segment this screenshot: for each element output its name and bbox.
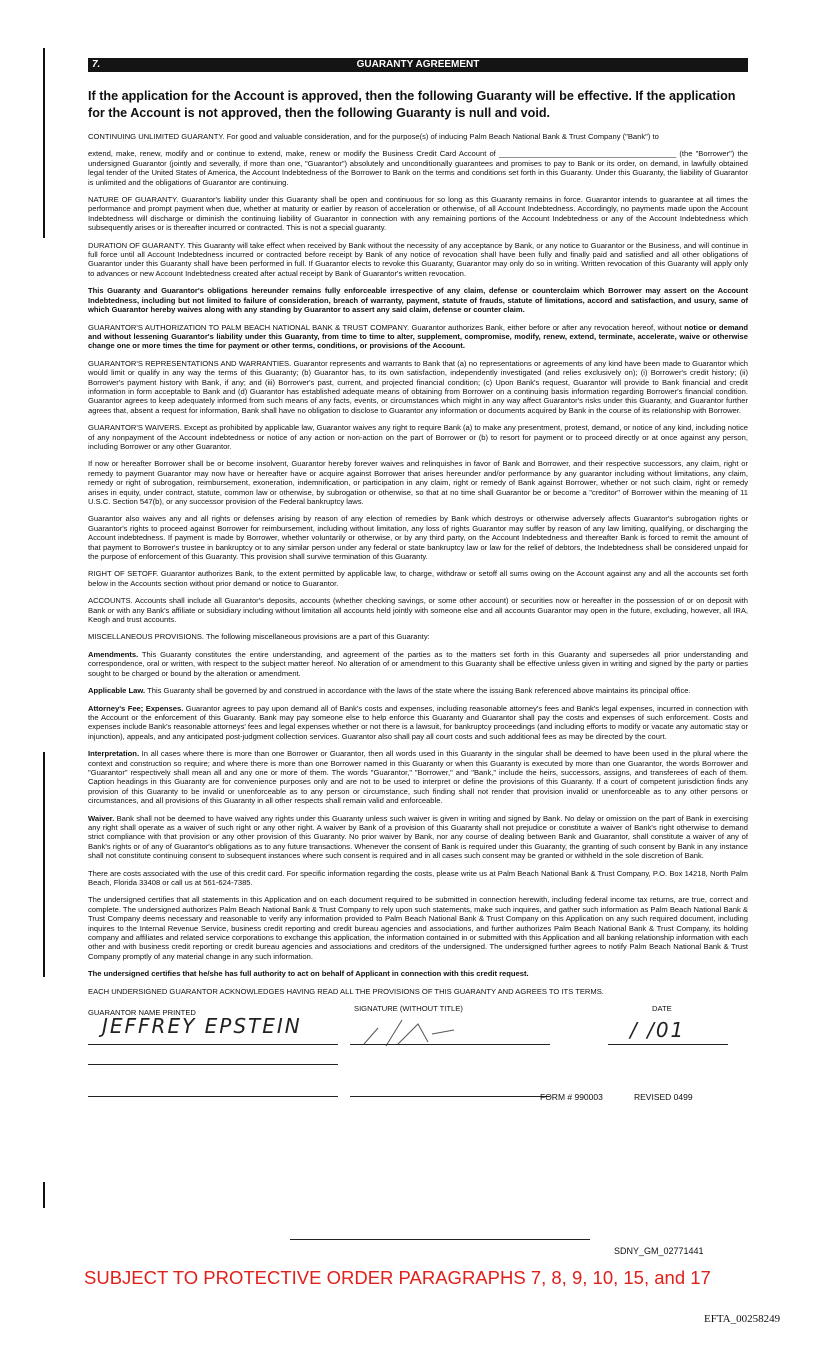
guaranty-document	[88, 58, 748, 1134]
para-subrogation: Guarantor also waives any and all rights or defenses arising by reason of any election of remedies by Bank which destroys or otherwise adversely affects Guarantor's subrogation rights or Guarantor's rights to proceed against Borrower for reimbursement, including without limitation, any loss of rights Guarantor may suffer by reason of any law limiting, qualifying, or discharging the Account indebtedness. If payment is made by Borrower, whether voluntarily or otherwise, or by any third party, on the Account Indebtedness and thereafter Bank is forced to remit the amount of that payment to Borrower's trustee in bankruptcy or to any similar person under any federal or state bankruptcy law or law for the relief of debtors, the Indebtedness shall be considered unpaid for the purpose of enforcement of this Guaranty. This provision shall survive termination of this Guaranty.	[88, 514, 748, 562]
para-fees	[88, 704, 748, 742]
amend-heading: Amendments.	[88, 649, 139, 659]
waiver-heading: Waiver.	[88, 813, 115, 823]
name-printed-label: GUARANTOR NAME PRINTED	[88, 1008, 196, 1018]
date-handwritten: / /01	[630, 1018, 686, 1043]
fee-heading: Attorney's Fee; Expenses.	[88, 703, 184, 713]
bottom-rule	[290, 1239, 590, 1240]
left-margin-bar-lower	[43, 752, 45, 977]
para-acknowledgement: EACH UNDERSIGNED GUARANTOR ACKNOWLEDGES HAVING READ ALL THE PROVISIONS OF THIS GUARANTY AND AGREES TO ITS TERMS.	[88, 986, 604, 996]
left-margin-bar-bottom	[43, 1182, 45, 1208]
form-number: FORM # 990003	[540, 1092, 603, 1103]
left-margin-bar	[43, 48, 45, 238]
law-text: This Guaranty shall be governed by and construed in accordance with the laws of the state where the issuing Bank referenced above maintains its principal office.	[145, 686, 691, 696]
para-nature-of-guaranty: NATURE OF GUARANTY. Guarantor's liability under this Guaranty shall be open and continuous for so long as this Guaranty remains in force. Guarantor intends to guarantee at all times the performance and prompt payment when due, whether at maturity or earlier by reason of acceleration or otherwise, of all Account Indebtedness. Accordingly, no payments made upon the Account Indebtedness will discharge or diminish the continuing liability of Guarantor in connection with any remaining portions of the Account Indebtedness or any of the Account Indebtedness which subsequently arises or is thereafter incurred or contracted. This is not a special guaranty.	[88, 195, 748, 233]
amend-text: This Guaranty constitutes the entire understanding, and agreement of the parties as to the matters set forth in this Guaranty and supersedes all prior understanding and correspondence, oral or written, with respect to the subject matter hereof. No alteration of or amendment to this Guaranty shall be effective unless given in writing and signed by the party or parties sought to be charged or bound by the alteration or amendment.	[88, 649, 748, 678]
para-continuing-guaranty: CONTINUING UNLIMITED GUARANTY. For good and valuable consideration, and for the purpose(s) of inducing Palm Beach National Bank & Trust Company ("Bank") to	[88, 132, 659, 141]
section-title: GUARANTY AGREEMENT	[356, 59, 480, 70]
second-name-line	[88, 1064, 338, 1065]
para-authorization-a: GUARANTOR'S AUTHORIZATION TO PALM BEACH NATIONAL BANK & TRUST COMPANY. Guarantor authorizes Bank, either before or after any revocation hereof, without	[88, 322, 685, 332]
para-waiver	[88, 814, 748, 861]
para-authorization	[88, 323, 748, 351]
para-misc: MISCELLANEOUS PROVISIONS. The following miscellaneous provisions are a part of this Guaranty:	[88, 632, 430, 642]
protective-order-notice: SUBJECT TO PROTECTIVE ORDER PARAGRAPHS 7, 8, 9, 10, 15, and 17	[84, 1267, 711, 1288]
para-insolvency: If now or hereafter Borrower shall be or become insolvent, Guarantor hereby forever waives and relinquishes in favor of Bank and Borrower, and their respective successors, any claim, right or remedy to payment Guarantor may now have or hereafter have or acquire against Borrower that arises hereunder and/or performance by any guarantor including without limitations, any claim, remedy or right of subrogation, reimbursement, exoneration, indemnification, or participation in any claim, right or remedy of Bank against Borrower, whether or not such claim, right or remedy arises in equity, under contract, statute, common law or otherwise, by subrogation or otherwise, so that at no time shall Guarantor be or become a "creditor" of Borrower within the meaning of 11 U.S.C. Section 547(b), or any successor provision of the Federal bankruptcy laws.	[88, 459, 748, 506]
date-label: DATE	[652, 1004, 672, 1014]
name-line	[88, 1044, 338, 1045]
para-authorization-b: notice or demand and without lessening Guarantor's liability under this Guaranty, from time to time to alter, supplement, compromise, modify, renew, extend, terminate, accelerate, waive or otherwise change one or more times the time for payment or other terms, conditions, or provisions of the Account.	[88, 322, 748, 351]
date-line	[608, 1044, 728, 1045]
bates-number: SDNY_GM_02771441	[614, 1246, 704, 1256]
interp-heading: Interpretation.	[88, 749, 140, 759]
para-duration: DURATION OF GUARANTY. This Guaranty will take effect when received by Bank without the necessity of any acceptance by Bank, or any notice to Guarantor or the Business, and will continue in full force until all Account Indebtedness incurred or contracted before receipt by Bank of any notice of revocation shall have been fully and finally paid and satisfied and all other obligations of Guarantor under this Guaranty shall have been performed in full. If Guarantor elects to revoke this Guaranty, Guarantor may only do so in writing. Written revocation of this Guaranty will apply only to advances or new Account Indebtedness created after actual receipt by Bank of Guarantor's written revocation.	[88, 240, 748, 278]
section-header	[88, 58, 748, 72]
third-name-line	[88, 1096, 338, 1097]
name-handwritten: JEFFREY EPSTEIN	[102, 1014, 302, 1039]
para-authority: The undersigned certifies that he/she has full authority to act on behalf of Applicant in connection with this credit request.	[88, 969, 529, 979]
para-certification: The undersigned certifies that all statements in this Application and on each document required to be submitted in connection herewith, including federal income tax returns, are true, correct and complete. The undersigned authorizes Palm Beach National Bank & Trust Company to rely upon such statements, make such inquires, and gather such information as Palm Beach National Bank & Trust Company deems necessary and reasonable to verify any information provided to Palm Beach National Bank & Trust Company on this Application on any such required document, including inquires to the Internal Revenue Service, business credit reporting and credit bureau agencies and associations, and further authorizes Palm Beach National Bank & Trust Company, its holding company and affiliates and related service corporations to exchange this application, the information contained in or submitted with this Application and all banking relationship information with each other and with business credit reporting or credit bureau agencies and associations and creditors of the undersigned. The undersigned further agrees to notify Palm Beach National Bank & Trust Company promptly of any material change in any such information.	[88, 895, 748, 961]
para-waivers: GUARANTOR'S WAIVERS. Except as prohibited by applicable law, Guarantor waives any right to require Bank (a) to make any presentment, protest, demand, or notice of any kind, including notice of any nonpayment of the Account indebtedness or notice of any action or non-action on the part of Borrower or (b) to resort for payment or to proceed directly or at once against any person, including Borrower or any other Guarantor.	[88, 423, 748, 451]
form-revised: REVISED 0499	[634, 1092, 693, 1103]
second-signature-line	[350, 1096, 550, 1097]
efta-number: EFTA_00258249	[704, 1313, 781, 1325]
para-applicable-law	[88, 686, 748, 695]
section-number: 7.	[92, 59, 101, 70]
para-representations: GUARANTOR'S REPRESENTATIONS AND WARRANTIES. Guarantor represents and warrants to Bank that (a) no representations or agreements of any kind have been made to Guarantor which would limit or qualify in any way the terms of this Guaranty; (b) Guarantor has, to its own satisfaction, independently investigated (and relies exclusively on); (i) Borrower's credit history; (ii) Borrower's payment history with Bank, if any; and (iii) Borrower's past, current, and projected financial condition; (c) Upon Bank's request, Guarantor will provide to Bank financial and credit information in form acceptable to Bank and (d) Guarantor has established adequate means of obtaining from Borrower on a continuing basis information regarding Borrower's financial condition. Guarantor agrees to keep adequately informed from such means of any facts, events, or circumstances which might in any way affect Guarantor's risks under this Guaranty, and Guarantor further agrees that, absent a request for information, Bank shall have no obligation to disclose to Guarantor any information or documents acquired by Bank in the course of its relationship with Borrower.	[88, 358, 748, 415]
para-interpretation	[88, 749, 748, 805]
lead-statement: If the application for the Account is approved, then the following Guaranty will be effective. If the application for the Account is not approved, then the following Guaranty is null and void.	[88, 89, 736, 120]
para-enforceable: This Guaranty and Guarantor's obligations hereunder remains fully enforceable irrespective of any claim, defense or counterclaim which Borrower may assert on the Account Indebtedness, including but not limited to failure of consideration, breach of warranty, payment, statute of frauds, statute of limitations, accord and satisfaction, and usury, same of which Guarantor hereby waives along with any standing by Guarantor to assert any said claim, defense or counter claim.	[88, 286, 748, 315]
para-costs: There are costs associated with the use of this credit card. For specific information regarding the costs, please write us at Palm Beach National Bank & Trust Company, P.O. Box 14218, North Palm Beach, Florida 33408 or call us at 561-624-7385.	[88, 868, 748, 887]
para-amendments	[88, 650, 748, 678]
signature-line	[350, 1044, 550, 1045]
waiver-text: Bank shall not be deemed to have waived any rights under this Guaranty unless such waiver is given in writing and signed by Bank. No delay or omission on the part of Bank in exercising any right shall operate as a waiver of such right or any other right. A waiver by Bank of a provision of this Guaranty shall not prejudice or constitute a waiver of Bank's right otherwise to demand strict compliance with that provision or any other provision of this Guaranty. No prior waiver by Bank, nor any course of dealing between Bank and Guarantor, shall constitute a waiver of any of Bank's rights or of any of Guarantor's obligations as to any future transactions. Whenever the consent of Bank is required under this Guaranty, the granting of such consent by Bank in any instance shall not constitute continuing consent to subsequent instances where such consent is required and in all cases such consent may be granted or withheld in the sole discretion of Bank.	[88, 813, 748, 861]
law-heading: Applicable Law.	[88, 686, 146, 696]
signature-block	[88, 1004, 748, 1134]
interp-text: In all cases where there is more than one Borrower or Guarantor, then all words used in this Guaranty in the singular shall be deemed to have been used in the plural where the context and construction so require; and where there is more than one Borrower named in this Guaranty or when this Guaranty is executed by more than one Guarantor, the words Borrower and "Guarantor" respectively shall mean all and any one or more of them. The words "Guarantor," "Borrower," and "Bank," include the heirs, successors, assigns, and transferees of each of them. Caption headings in this Guaranty are for convenience purposes only and are not to be used to interpret or define the provisions of this Guaranty. If a court of competent jurisdiction finds any provision of this Guaranty to be invalid or unenforceable as to any person or circumstance, such finding shall not render that provision invalid or unenforceable as to any other persons or circumstances, and all provisions of this Guaranty in all other respects shall remain valid and enforceable.	[88, 749, 748, 806]
para-borrower-account: extend, make, renew, modify and or continue to extend, make, renew or modify the Business Credit Card Account of __________________________________________ (the "Borrower") the undersigned Guarantor (jointly and severally, if more than one, "Guarantor") absolutely and unconditionally guarantees and promises to pay to Bank or its order, on demand, in lawfully obtained legal tender of the United States of America, the Account Indebtedness of the Borrower to Bank on the terms and conditions set forth in this Guaranty. Under this Guaranty, the liability of Guarantor is unlimited and the obligations of Guarantor are continuing.	[88, 149, 748, 187]
fee-text: Guarantor agrees to pay upon demand all of Bank's costs and expenses, including reasonable attorney's fees and Bank's legal expenses, incurred in connection with the Account or the enforcement of this Guaranty. Bank may pay someone else to help enforce this Guaranty and Guarantor shall pay the costs and expenses of such enforcement. Costs and expenses include Bank's reasonable attorneys' fees and legal expenses whether or not there is a lawsuit, for bankruptcy proceedings (and including efforts to modify or vacate any automatic stay or injunction), appeals, and any anticipated post-judgment collection services. Guarantor also shall pay all court costs and such additional fees as may be directed by the court.	[88, 703, 748, 741]
signature-label: SIGNATURE (WITHOUT TITLE)	[354, 1004, 463, 1014]
para-accounts: ACCOUNTS. Accounts shall include all Guarantor's deposits, accounts (whether checking savings, or some other account) or securities now or hereafter in the possession of or on deposit with Bank or with any Bank's affiliate or subsidiary including without limitation all accounts held jointly with someone else and all accounts Guarantor may open in the future, excluding, however, all IRA, Keogh and trust accounts.	[88, 596, 748, 625]
para-setoff: RIGHT OF SETOFF. Guarantor authorizes Bank, to the extent permitted by applicable law, to charge, withdraw or setoff all sums owing on the Account against any and all the accounts set forth below in the Accounts section without prior demand or notice to Guarantor.	[88, 569, 748, 588]
